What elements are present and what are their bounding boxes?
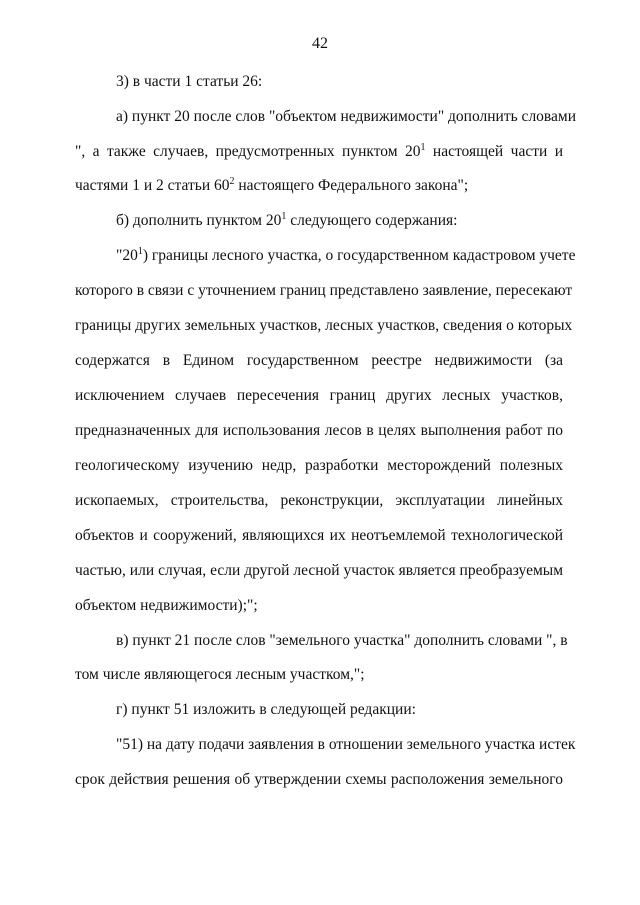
text-line: г) пункт 51 изложить в следующей редакции: <box>116 701 416 718</box>
text-line: которого в связи с уточнением границ представлено заявление, пересекают <box>75 282 573 299</box>
text-line: в) пункт 21 после слов "земельного участка" дополнить словами ", в <box>116 632 568 649</box>
text-line: предназначенных для использования лесов в целях выполнения работ по <box>75 422 563 439</box>
text-line: содержатся в Едином государственном реестре недвижимости (за <box>75 352 563 369</box>
text-line: срок действия решения об утверждении схемы расположения земельного <box>75 771 563 788</box>
text-line: а) пункт 20 после слов "объектом недвижимости" дополнить словами <box>116 108 577 125</box>
text-line: частями 1 и 2 статьи $60^2$ настоящего Федерального закона"; <box>75 175 469 194</box>
text-line: ", а также случаев, предусмотренных пунктом $20^1$ настоящей части и <box>75 141 563 160</box>
text-line: границы других земельных участков, лесных участков, сведения о которых <box>75 317 573 334</box>
text-line: геологическому изучению недр, разработки месторождений полезных <box>75 457 563 474</box>
text-line: 3) в части 1 статьи 26: <box>116 73 263 90</box>
text-line: "$20^1$) границы лесного участка, о государственном кадастровом учете <box>116 245 576 264</box>
text-line: ископаемых, строительства, реконструкции, эксплуатации линейных <box>75 492 563 509</box>
text-line: "51) на дату подачи заявления в отношении земельного участка истек <box>116 736 576 753</box>
text-line: исключением случаев пересечения границ других лесных участков, <box>75 387 563 404</box>
text-line: объектов и сооружений, являющихся их неотъемлемой технологической <box>75 527 563 544</box>
text-line: частью, или случая, если другой лесной участок является преобразуемым <box>75 562 563 579</box>
text-line: объектом недвижимости);"; <box>75 597 258 614</box>
text-line: б) дополнить пунктом $20^1$ следующего содержания: <box>116 210 458 229</box>
text-line: том числе являющегося лесным участком,"; <box>75 666 365 683</box>
page-number: 42 <box>312 35 328 52</box>
